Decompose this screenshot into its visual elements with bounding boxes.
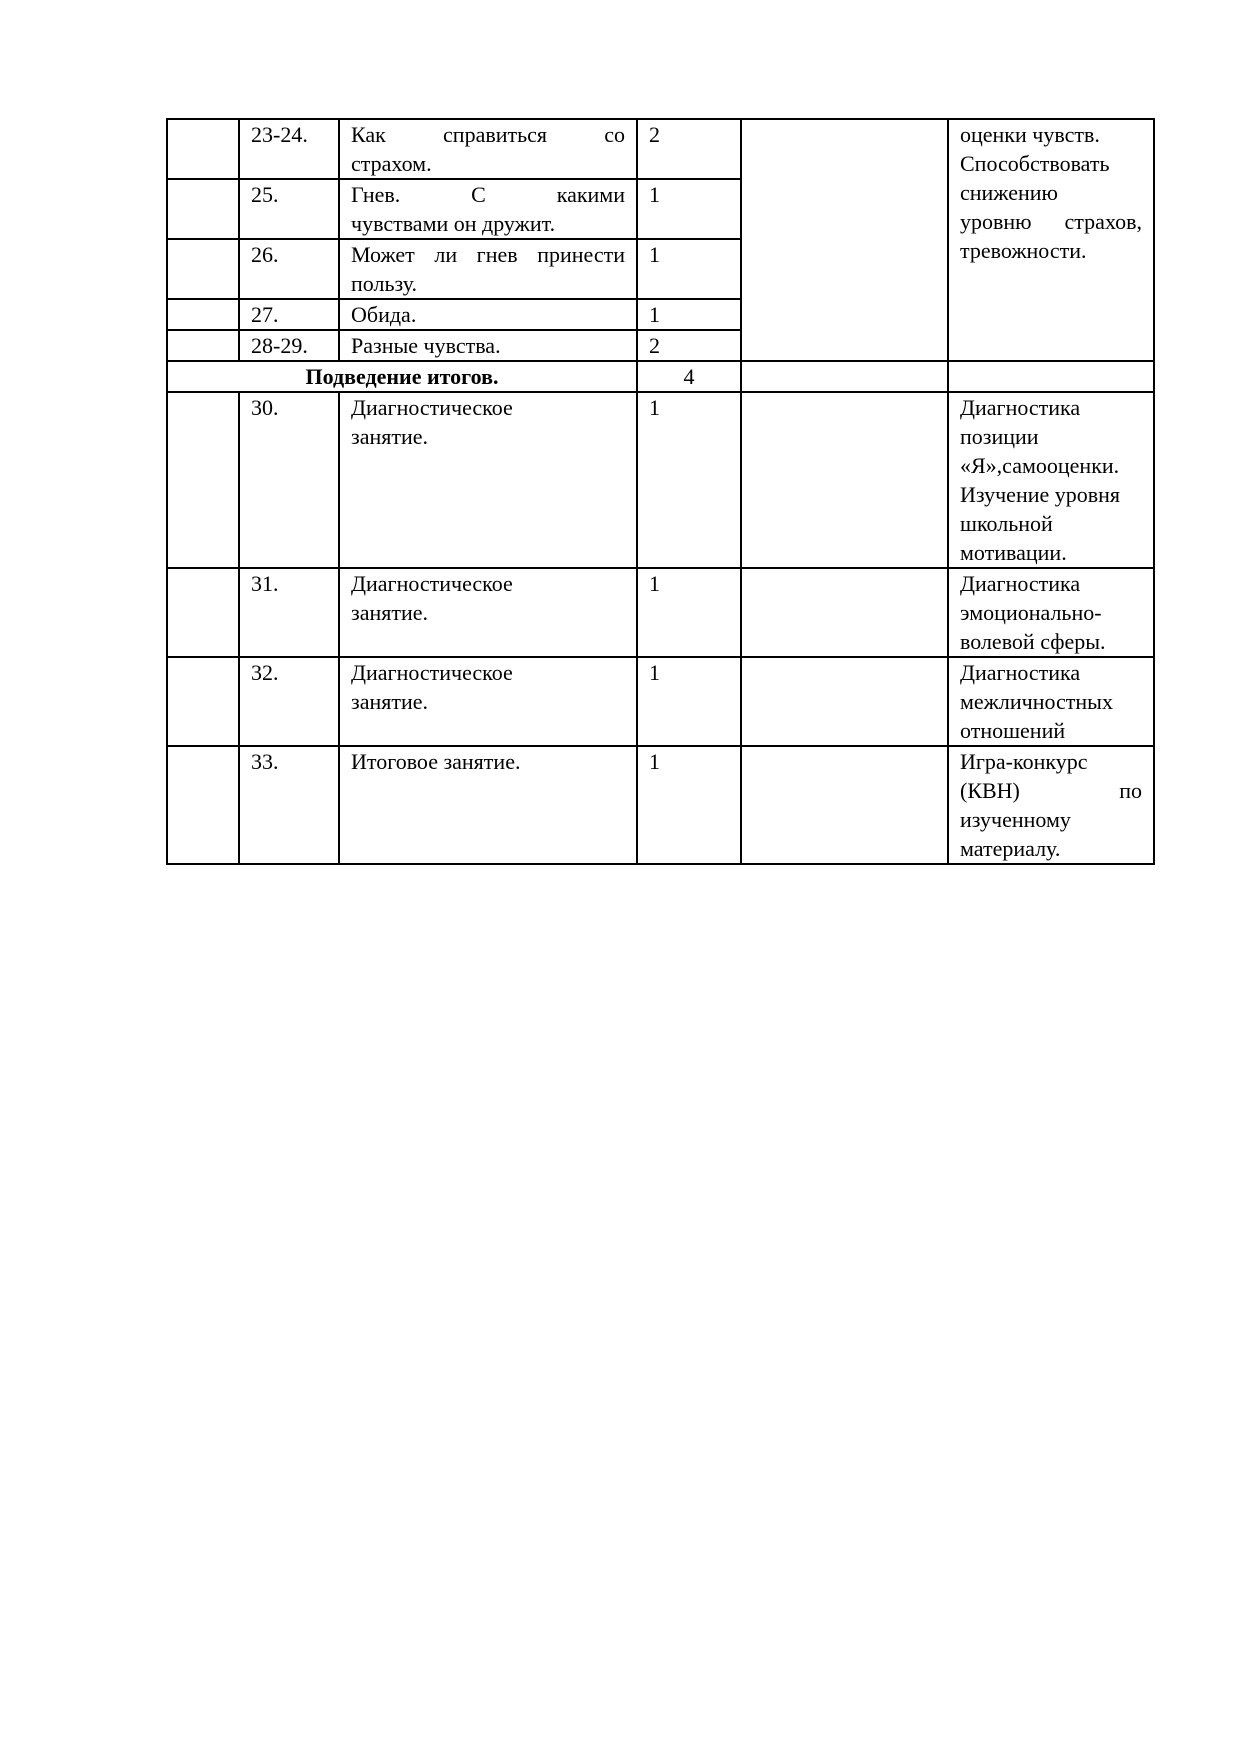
lesson-number: 28-29. — [239, 330, 339, 361]
lesson-hours: 1 — [637, 746, 741, 864]
lesson-hours: 1 — [637, 657, 741, 746]
lesson-goal: Диагностика позиции «Я»,самооценки. Изучение уровня школьной мотивации. — [948, 392, 1154, 568]
blank-cell — [167, 568, 239, 657]
blank-cell — [167, 392, 239, 568]
forms-cell — [741, 119, 948, 361]
section-summary-row — [167, 361, 1154, 392]
forms-cell — [741, 568, 948, 657]
lesson-topic: Может ли гнев принести пользу. — [339, 239, 637, 299]
lesson-goal: Игра-конкурс (КВН) по изученному материалу. — [948, 746, 1154, 864]
lesson-hours: 2 — [637, 119, 741, 179]
blank-cell — [167, 119, 239, 179]
lesson-topic: Диагностическое занятие. — [339, 657, 637, 746]
lesson-number: 26. — [239, 239, 339, 299]
blank-cell — [167, 299, 239, 330]
lesson-hours: 1 — [637, 239, 741, 299]
lesson-topic: Итоговое занятие. — [339, 746, 637, 864]
blank-cell — [167, 330, 239, 361]
goal-cell — [948, 361, 1154, 392]
lesson-hours: 1 — [637, 392, 741, 568]
table-row — [167, 746, 1154, 864]
lesson-topic: Обида. — [339, 299, 637, 330]
blank-cell — [167, 179, 239, 239]
lesson-number: 31. — [239, 568, 339, 657]
table-row — [167, 119, 1154, 179]
lesson-topic: Разные чувства. — [339, 330, 637, 361]
table-row — [167, 657, 1154, 746]
section-hours: 4 — [637, 361, 741, 392]
forms-cell — [741, 746, 948, 864]
lesson-hours: 2 — [637, 330, 741, 361]
lesson-goal: Диагностика эмоционально- волевой сферы. — [948, 568, 1154, 657]
lesson-hours: 1 — [637, 299, 741, 330]
lesson-number: 33. — [239, 746, 339, 864]
section-title: Подведение итогов. — [167, 361, 637, 392]
lesson-hours: 1 — [637, 568, 741, 657]
lesson-number: 25. — [239, 179, 339, 239]
lesson-number: 30. — [239, 392, 339, 568]
lesson-number: 32. — [239, 657, 339, 746]
blank-cell — [167, 657, 239, 746]
forms-cell — [741, 657, 948, 746]
lesson-topic: Гнев. С какими чувствами он дружит. — [339, 179, 637, 239]
lesson-hours: 1 — [637, 179, 741, 239]
lesson-topic: Диагностическое занятие. — [339, 392, 637, 568]
lesson-goal: оценки чувств. Способствовать снижению уровню страхов, тревожности. — [948, 119, 1154, 361]
lesson-number: 23-24. — [239, 119, 339, 179]
table-row — [167, 392, 1154, 568]
lesson-plan-table — [166, 118, 1155, 865]
lesson-number: 27. — [239, 299, 339, 330]
blank-cell — [167, 746, 239, 864]
lesson-topic: Как справиться со страхом. — [339, 119, 637, 179]
forms-cell — [741, 392, 948, 568]
lesson-topic: Диагностическое занятие. — [339, 568, 637, 657]
blank-cell — [167, 239, 239, 299]
table-row — [167, 568, 1154, 657]
lesson-goal: Диагностика межличностных отношений — [948, 657, 1154, 746]
forms-cell — [741, 361, 948, 392]
